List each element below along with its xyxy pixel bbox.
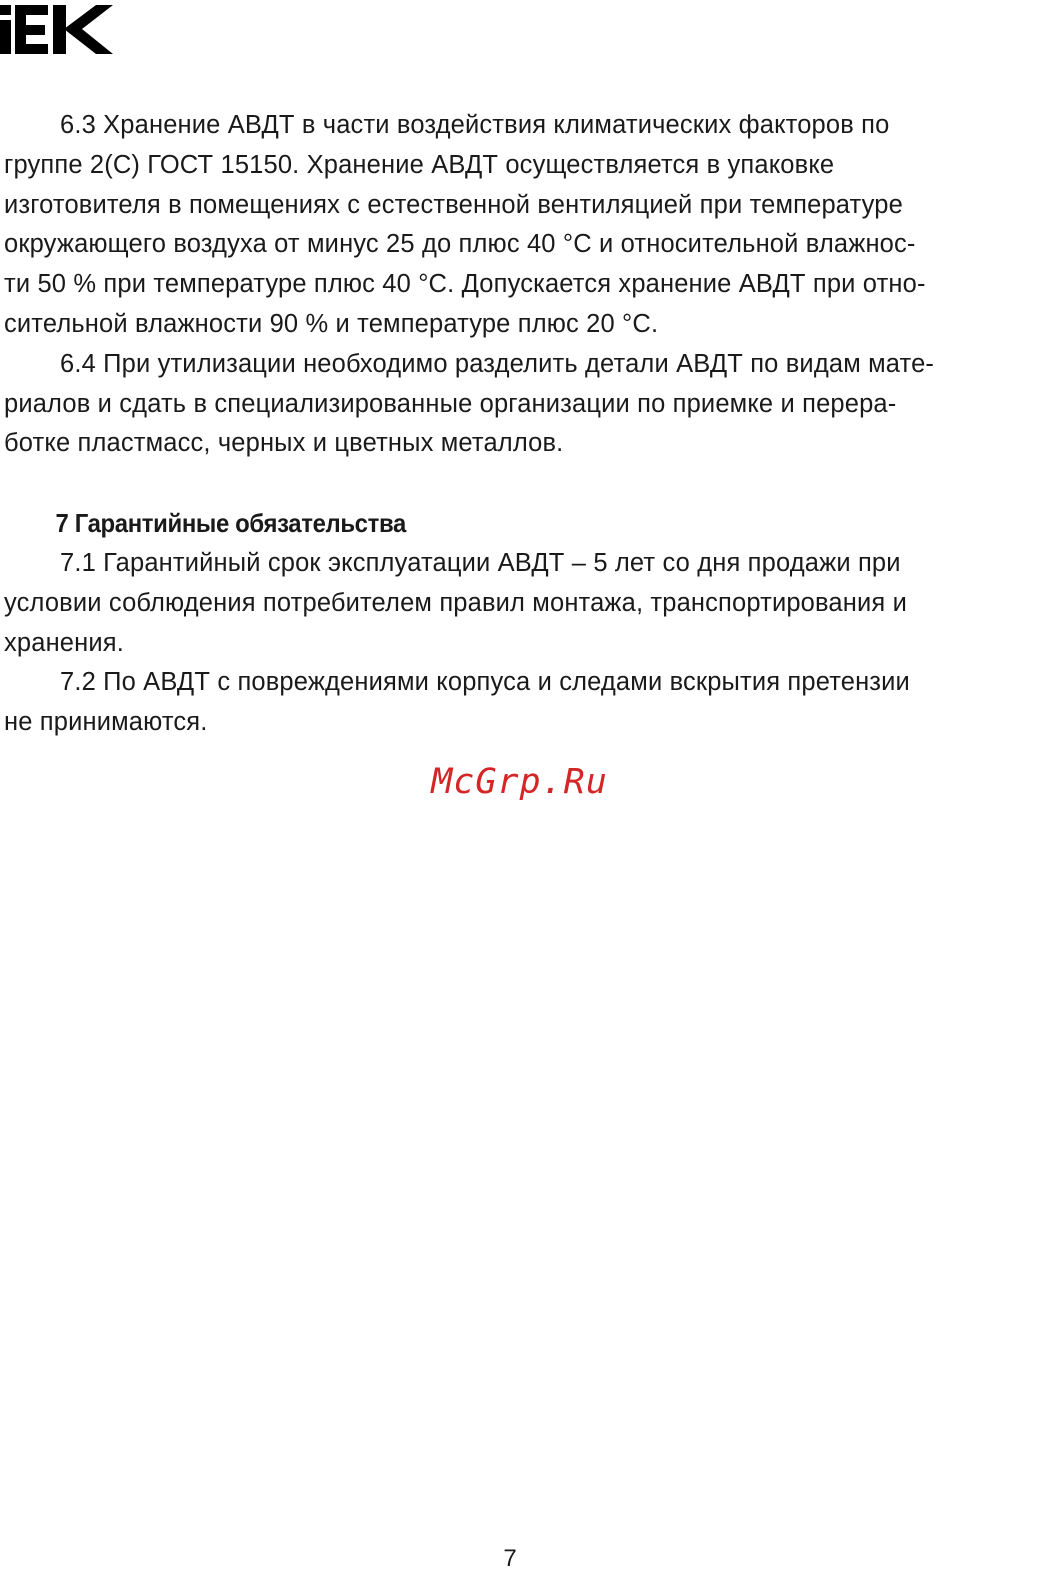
paragraph-line: окружающего воздуха от минус 25 до плюс 40 °С и относительной влажнос- [4,230,916,259]
paragraph-line: группе 2(С) ГОСТ 15150. Хранение АВДТ осуществляется в упаковке [4,150,835,179]
paragraph-line: ботке пластмасс, черных и цветных металлов. [4,429,564,458]
paragraph-line: 7.2 По АВДТ с повреждениями корпуса и следами вскрытия претензии [60,668,910,697]
iek-logo [0,4,114,56]
paragraph-line: хранения. [4,628,124,657]
paragraph-line: не принимаются. [4,708,208,737]
document-body [4,106,1024,743]
paragraph-line: 7.1 Гарантийный срок эксплуатации АВДТ – 5 лет со дня продажи при [60,548,901,577]
paragraph-line: риалов и сдать в специализированные организации по приемке и перера- [4,389,897,418]
paragraph-line: изготовителя в помещениях с естественной вентиляцией при температуре [4,190,903,219]
paragraph-line: ти 50 % при температуре плюс 40 °С. Допускается хранение АВДТ при отно- [4,270,926,299]
paragraph-line: сительной влажности 90 % и температуре плюс 20 °С. [4,309,659,338]
paragraph-7-1 [4,544,1024,663]
paragraph-line: 6.4 При утилизации необходимо разделить детали АВДТ по видам мате- [60,349,935,378]
paragraph-7-2 [4,663,1024,743]
paragraph-line: 6.3 Хранение АВДТ в части воздействия климатических факторов по [60,111,890,139]
page-number: 7 [503,1545,517,1572]
watermark: McGrp.Ru [431,762,608,802]
section-heading-7: 7 Гарантийные обязательства [55,508,406,539]
paragraph-line: условии соблюдения потребителем правил монтажа, транспортирования и [4,588,907,617]
paragraph-6-3 [4,106,1024,345]
paragraph-6-4 [4,345,1024,464]
section-spacer [4,464,1024,504]
